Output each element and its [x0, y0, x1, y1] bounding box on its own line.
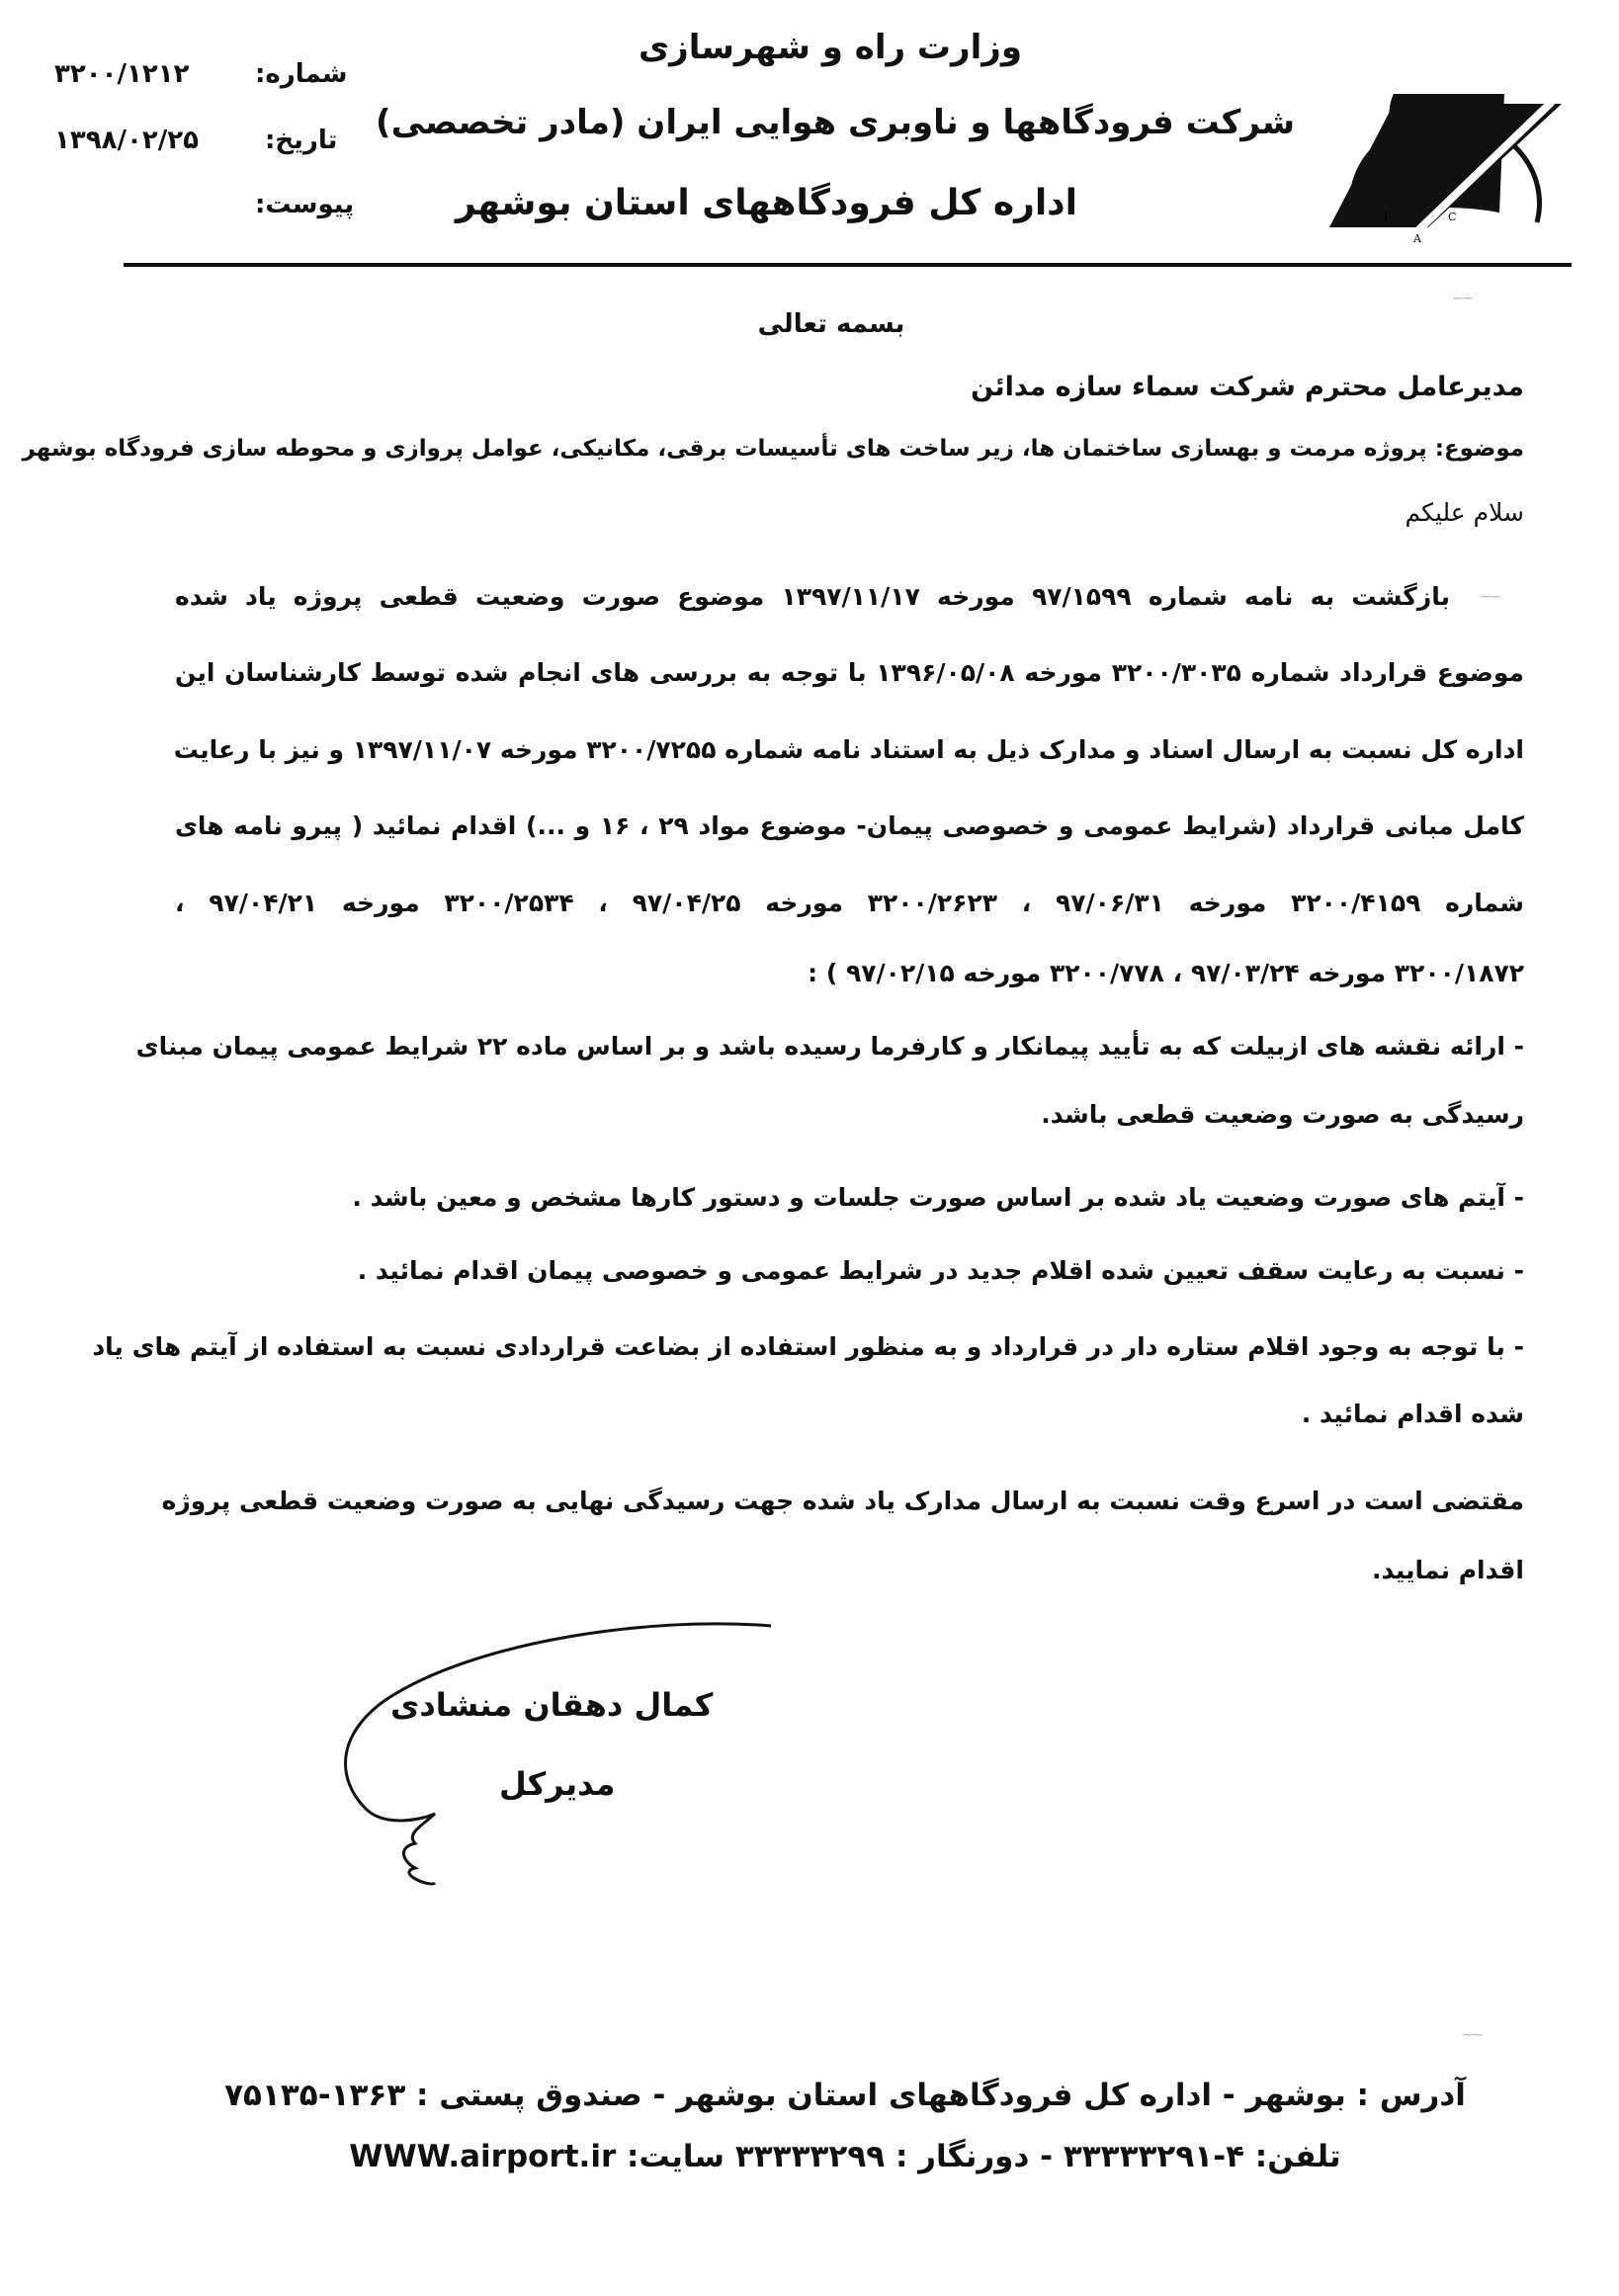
date-label: تاریخ:: [265, 126, 338, 155]
footer-address: آدرس : بوشهر - اداره کل فرودگاههای استان بوشهر - صندوق پستی : ۱۳۶۳-۷۵۱۳۵: [224, 2078, 1466, 2113]
letterhead-office: اداره کل فرودگاههای استان بوشهر: [455, 183, 1077, 223]
letterhead-company: شرکت فرودگاهها و ناوبری هوایی ایران (مادر تخصصی): [376, 103, 1295, 142]
list-item-continued: رسیدگی به صورت وضعیت قطعی باشد.: [1041, 1100, 1524, 1129]
greeting: سلام علیکم: [1405, 498, 1524, 527]
addressee: مدیرعامل محترم شرکت سماء سازه مدائن: [971, 372, 1524, 402]
header-divider: [124, 263, 1572, 267]
list-item-continued: شده اقدام نمائید .: [1301, 1400, 1524, 1428]
number-label: شماره:: [255, 59, 348, 89]
signatory-title: مدیرکل: [499, 1765, 616, 1803]
list-item: - با توجه به وجود اقلام ستاره دار در قرارداد و به منظور استفاده از بضاعت قراردادی نسبت به استفاده از آیتم های یاد: [92, 1332, 1524, 1361]
invocation: بسمه تعالی: [757, 309, 905, 339]
signatory-name: کمال دهقان منشادی: [390, 1686, 714, 1724]
number-value: ۳۲۰۰/۱۲۱۲: [54, 59, 190, 89]
attachment-label: پیوست:: [255, 190, 355, 219]
paragraph-line: شماره ۳۲۰۰/۴۱۵۹ مورخه ۹۷/۰۶/۳۱ ، ۳۲۰۰/۲۶۲۳ مورخه ۹۷/۰۴/۲۵ ، ۳۲۰۰/۲۵۳۴ مورخه ۹۷/۰۴/۲۱ ،: [175, 889, 1525, 917]
handwritten-signature: [277, 1621, 791, 1898]
list-item: - ارائه نقشه های ازبیلت که به تأیید پیمانکار و کارفرما رسیده باشد و بر اساس ماده ۲۲ شرایط عمومی پیمان مبنای: [135, 1032, 1524, 1061]
svg-text:I: I: [1384, 211, 1389, 223]
list-item: - آیتم های صورت وضعیت یاد شده بر اساس صورت جلسات و دستور کارها مشخص و معین باشد .: [352, 1183, 1524, 1212]
list-item: - نسبت به رعایت سقف تعیین شده اقلام جدید در شرایط عمومی و خصوصی پیمان اقدام نمائید .: [357, 1256, 1524, 1285]
paragraph-line: ۳۲۰۰/۱۸۷۲ مورخه ۹۷/۰۳/۲۴ ، ۳۲۰۰/۷۷۸ مورخه ۹۷/۰۲/۱۵ ) :: [808, 959, 1524, 987]
svg-text:C: C: [1448, 211, 1457, 223]
paragraph-line: موضوع قرارداد شماره ۳۲۰۰/۳۰۳۵ مورخه ۱۳۹۶/۰۵/۰۸ با توجه به بررسی های انجام شده توسط کارشناسان این: [175, 658, 1524, 687]
paragraph-line: بازگشت به نامه شماره ۹۷/۱۵۹۹ مورخه ۱۳۹۷/۱۱/۱۷ موضوع صورت وضعیت قطعی پروژه یاد شده: [175, 582, 1450, 611]
footer-contact: تلفن: ۴-۳۳۳۳۳۲۹۱ - دورنگار : ۳۳۳۳۳۲۹۹ سایت: WWW.airport.ir: [349, 2139, 1341, 2174]
paragraph-line: کامل مبانی قرارداد (شرایط عمومی و خصوصی پیمان- موضوع مواد ۲۹ ، ۱۶ و ...) اقدام نمائید ( پیرو نامه های: [175, 811, 1524, 840]
svg-text:A: A: [1413, 232, 1421, 242]
closing-line: مقتضی است در اسرع وقت نسبت به ارسال مدارک یاد شده جهت رسیدگی نهایی به صورت وضعیت قطعی پروژه: [161, 1487, 1524, 1515]
paragraph-line: اداره کل نسبت به ارسال اسناد و مدارک ذیل به استناد نامه شماره ۳۲۰۰/۷۲۵۵ مورخه ۱۳۹۷/۱۱/۰۷ و نیز با رعایت: [173, 735, 1524, 764]
date-value: ۱۳۹۸/۰۲/۲۵: [54, 126, 199, 155]
letterhead-ministry: وزارت راه و شهرسازی: [638, 28, 1022, 67]
scan-speck: ⁓⁓: [1463, 2030, 1483, 2041]
closing-line: اقدام نمایید.: [1371, 1556, 1524, 1584]
subject: موضوع: پروژه مرمت و بهسازی ساختمان ها، زیر ساخت های تأسیسات برقی، مکانیکی، عوامل پروازی و محوطه سازی فرودگاه بوشهر: [22, 436, 1524, 462]
scan-speck: ⁓⁓: [1481, 592, 1500, 603]
organization-logo: [1315, 54, 1574, 242]
scan-speck: ⁓⁓: [1453, 294, 1473, 304]
